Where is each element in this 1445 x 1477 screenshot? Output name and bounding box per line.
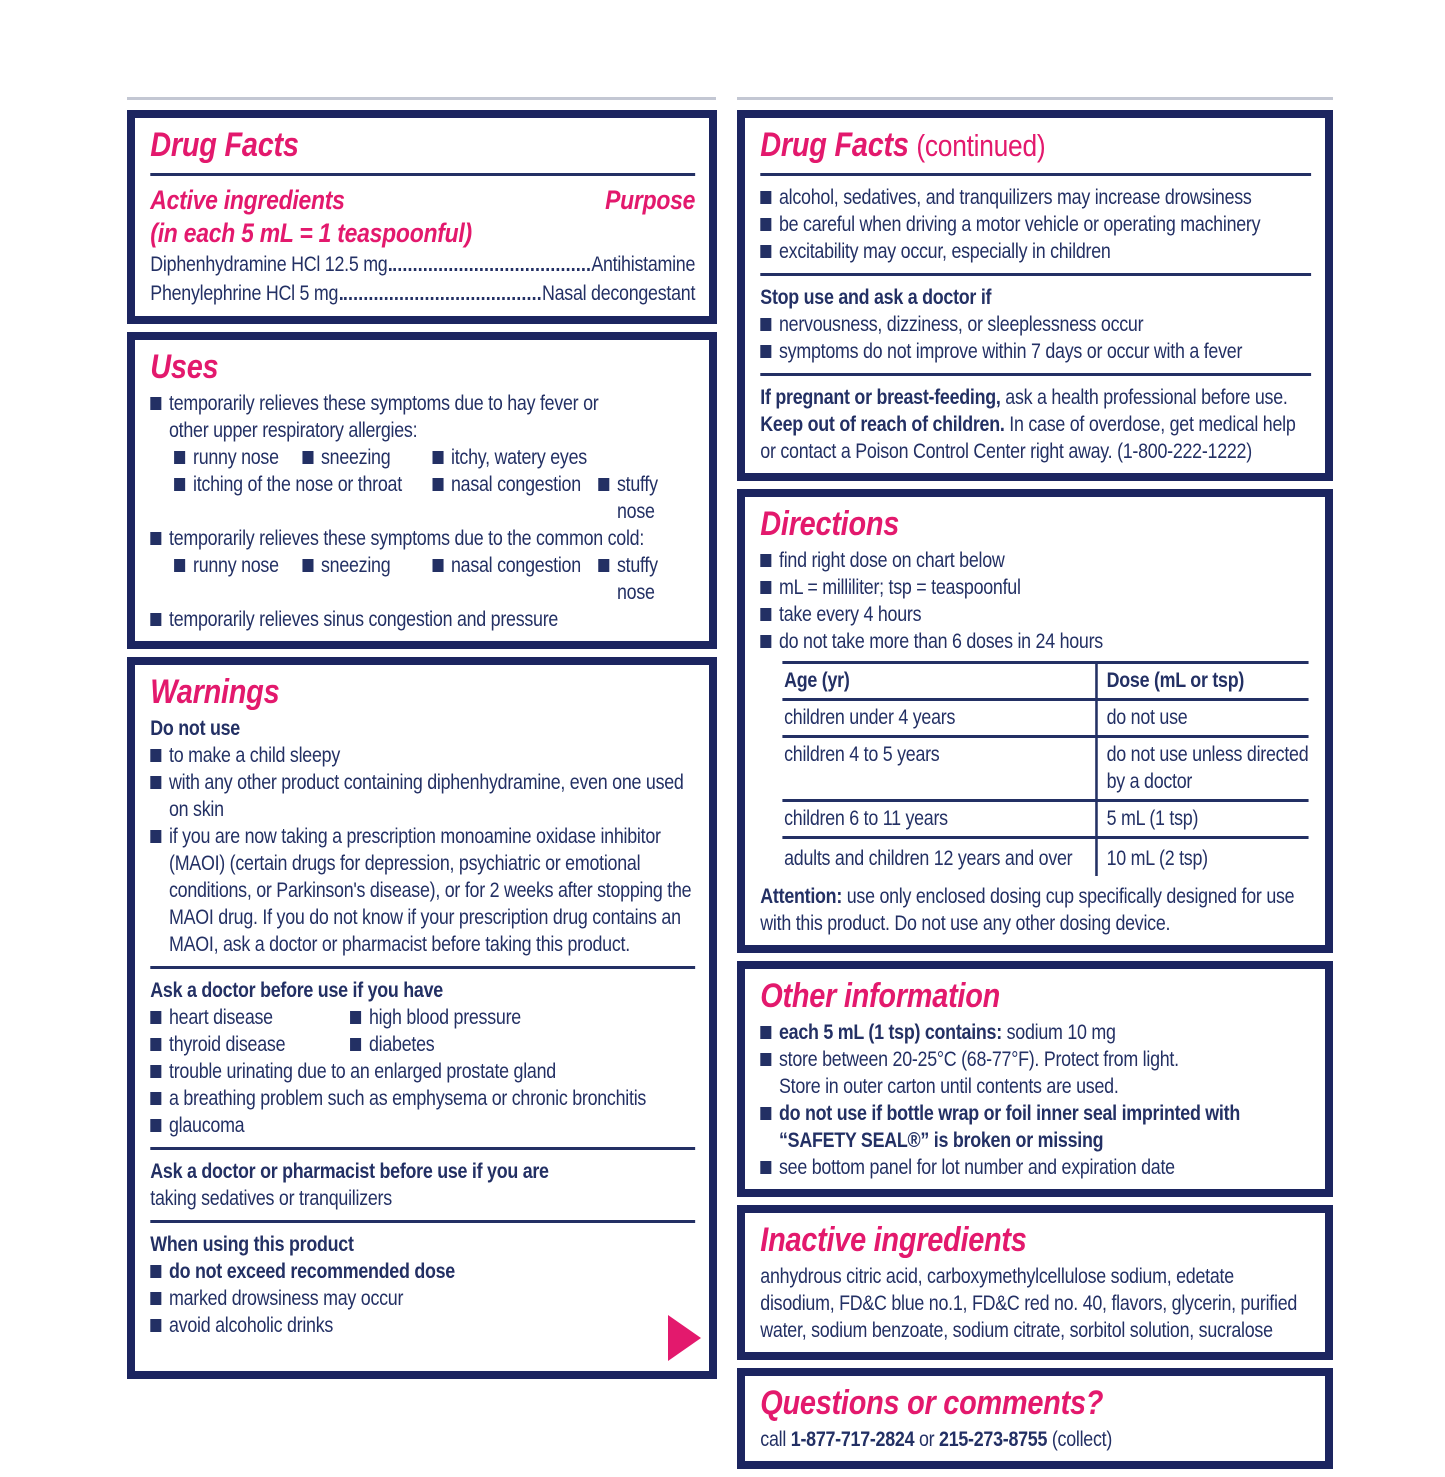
bullet-square-icon xyxy=(174,559,185,572)
paragraph xyxy=(760,883,1311,937)
bullet-item xyxy=(150,390,695,444)
bullet-item xyxy=(302,552,432,606)
bullet-item xyxy=(150,1031,350,1058)
bullet-text: stuffy nose xyxy=(616,473,658,524)
bullet-text: sneezing xyxy=(320,446,391,470)
bullet-square-icon xyxy=(760,218,771,231)
bullet-item xyxy=(760,547,1311,574)
bullet-text: high blood pressure xyxy=(368,1006,521,1030)
bullet-text xyxy=(169,1058,695,1085)
panel-other-information xyxy=(737,961,1333,1197)
table-cell: do not use unless directed by a doctor xyxy=(1106,743,1309,794)
bullet-item xyxy=(760,338,1311,365)
bullet-text: heart disease xyxy=(169,1006,273,1030)
text-segment: Store in outer carton until contents are used. xyxy=(779,1075,1119,1099)
text-segment: see bottom panel for lot number and expiration date xyxy=(779,1156,1175,1180)
bullet-text xyxy=(169,823,695,958)
section-title xyxy=(760,126,1311,165)
paragraph xyxy=(760,384,1311,465)
bullet-text xyxy=(779,311,1311,338)
text-segment: a breathing problem such as emphysema or chronic bronchitis xyxy=(169,1087,647,1111)
bullet-square-icon xyxy=(432,451,443,464)
text-segment: trouble urinating due to an enlarged prostate gland xyxy=(169,1060,556,1084)
bullet-text xyxy=(169,1085,695,1112)
panel-uses-content xyxy=(135,340,709,641)
section-title-text: Drug Facts xyxy=(760,126,909,164)
bullet-item xyxy=(432,444,695,471)
text-segment: find right dose on chart below xyxy=(779,549,1005,573)
table-cell: do not use xyxy=(1106,706,1188,730)
text-segment: 1-877-717-2824 xyxy=(790,1428,915,1452)
table-row xyxy=(782,738,1308,802)
bullet-text xyxy=(169,1312,695,1339)
section-title xyxy=(150,673,695,712)
bullet-text xyxy=(779,1100,1311,1154)
bullet-item xyxy=(760,1046,1311,1100)
bullet-item xyxy=(432,471,598,525)
bullet-text xyxy=(779,547,1311,574)
panel-drug-facts-continued xyxy=(737,110,1333,481)
divider-rule xyxy=(150,173,695,176)
bullet-item xyxy=(760,601,1311,628)
bullet-text xyxy=(779,338,1311,365)
panel-drug-facts xyxy=(127,110,717,324)
bullet-square-icon xyxy=(150,1011,161,1024)
divider-rule xyxy=(760,173,1311,176)
section-title-text: Directions xyxy=(760,505,900,544)
active-ingredients-purpose-row xyxy=(150,184,695,217)
bullet-text xyxy=(169,1285,695,1312)
table-cell: children 4 to 5 years xyxy=(782,738,1098,799)
text-segment: or contact a Poison Control Center right away. (1-800-222-1222) xyxy=(760,440,1252,464)
text-segment: Stop use and ask a doctor if xyxy=(760,286,992,310)
dose-table xyxy=(782,661,1308,876)
paragraph xyxy=(150,1158,695,1185)
dot-leader xyxy=(340,297,540,300)
bullet-square-icon xyxy=(302,451,313,464)
bullet-square-icon xyxy=(760,1107,771,1120)
dosage-basis-label: (in each 5 mL = 1 teaspoonful) xyxy=(150,218,472,249)
bullet-square-icon xyxy=(150,1119,161,1132)
bullet-item xyxy=(760,311,1311,338)
bullet-text: diabetes xyxy=(368,1033,435,1057)
bullet-item xyxy=(760,238,1311,265)
text-segment: temporarily relieves these symptoms due to the common cold: xyxy=(169,527,645,551)
text-segment: temporarily relieves sinus congestion and pressure xyxy=(169,608,559,632)
section-title-text: Uses xyxy=(150,348,219,387)
bullet-square-icon xyxy=(302,559,313,572)
panel-directions xyxy=(737,489,1333,953)
text-segment: 215-273-8755 xyxy=(939,1428,1048,1452)
right-column xyxy=(737,110,1333,1477)
bullet-item xyxy=(150,606,695,633)
bullet-item xyxy=(598,471,695,525)
bullet-square-icon xyxy=(150,397,161,410)
divider-rule xyxy=(150,1220,695,1223)
bullet-text xyxy=(779,574,1311,601)
section-title-text: Inactive ingredients xyxy=(760,1221,1027,1260)
text-segment: to make a child sleepy xyxy=(169,744,341,768)
paragraph xyxy=(760,284,1311,311)
bullet-square-icon xyxy=(760,318,771,331)
section-title xyxy=(760,1384,1311,1423)
text-segment: avoid alcoholic drinks xyxy=(169,1314,334,1338)
bullet-item xyxy=(150,1085,695,1112)
panel-inactive-ingredients-content xyxy=(745,1213,1325,1352)
panel-warnings xyxy=(127,657,717,1379)
bullet-square-icon xyxy=(150,532,161,545)
bullet-row xyxy=(174,552,695,606)
section-title xyxy=(150,126,695,165)
text-segment: temporarily relieves these symptoms due to hay fever or xyxy=(169,392,599,416)
bullet-square-icon xyxy=(760,245,771,258)
text-segment: alcohol, sedatives, and tranquilizers may increase drowsiness xyxy=(779,186,1252,210)
panel-questions-or-comments xyxy=(737,1368,1333,1469)
dot-leader xyxy=(389,268,589,271)
bullet-text xyxy=(169,1112,695,1139)
bullet-item xyxy=(150,1285,695,1312)
bullet-square-icon xyxy=(150,1065,161,1078)
panel-warnings-content xyxy=(135,665,709,1347)
bullet-item xyxy=(174,444,302,471)
table-row xyxy=(782,802,1308,839)
panel-uses xyxy=(127,332,717,649)
table-cell: children 6 to 11 years xyxy=(782,802,1098,836)
bullet-text xyxy=(169,769,695,823)
paragraph xyxy=(760,1263,1311,1344)
continue-arrow-icon xyxy=(668,1315,701,1361)
panel-drug-facts-continued-content xyxy=(745,118,1325,473)
bullet-square-icon xyxy=(598,559,609,572)
divider-rule xyxy=(760,273,1311,276)
bullet-text: nasal congestion xyxy=(450,473,581,497)
paragraph xyxy=(150,1231,695,1258)
bullet-square-icon xyxy=(760,191,771,204)
text-segment: do not use if bottle wrap or foil inner seal imprinted with xyxy=(779,1102,1240,1126)
bullet-text: sneezing xyxy=(320,554,391,578)
text-segment: call xyxy=(760,1428,791,1452)
bullet-square-icon xyxy=(150,1265,161,1278)
text-segment: glaucoma xyxy=(169,1114,245,1138)
text-segment: Attention: xyxy=(760,885,843,909)
bullet-text: thyroid disease xyxy=(169,1033,286,1057)
bullet-text: nasal congestion xyxy=(450,554,581,578)
section-title-suffix: (continued) xyxy=(916,128,1046,163)
text-segment: nervousness, dizziness, or sleeplessness occur xyxy=(779,313,1144,337)
paragraph xyxy=(150,977,695,1004)
bullet-text xyxy=(169,1258,695,1285)
text-segment: sodium 10 mg xyxy=(1001,1021,1116,1045)
bullet-square-icon xyxy=(150,613,161,626)
text-segment: if you are now taking a prescription monoamine oxidase inhibitor (MAOI) (certain drugs for depression, psychiatric or emotional conditions, or Parkinson's disease), or for 2 weeks after stopping the MAOI drug. If you do not know if your prescription drug contains an MAOI, ask a doctor or pharmacist before taking this product. xyxy=(169,825,692,957)
section-title-text: Drug Facts xyxy=(150,126,299,164)
text-segment: Ask a doctor or pharmacist before use if you are xyxy=(150,1160,549,1184)
label-edge-line xyxy=(737,97,1333,100)
bullet-square-icon xyxy=(760,1161,771,1174)
active-ingredients-label: Active ingredients xyxy=(150,185,345,216)
table-row xyxy=(782,701,1308,738)
bullet-item xyxy=(760,1100,1311,1154)
bullet-text xyxy=(779,601,1311,628)
bullet-text xyxy=(169,606,695,633)
text-segment: store between 20-25°C (68-77°F). Protect from light. xyxy=(779,1048,1179,1072)
text-segment: ask a health professional before use. xyxy=(1000,386,1288,410)
paragraph xyxy=(150,715,695,742)
bullet-text xyxy=(169,525,695,552)
bullet-text xyxy=(779,211,1311,238)
bullet-square-icon xyxy=(598,478,609,491)
divider-rule xyxy=(150,966,695,969)
bullet-item xyxy=(150,1058,695,1085)
table-cell: 5 mL (1 tsp) xyxy=(1106,807,1199,831)
ingredient-purpose: Antihistamine xyxy=(591,253,696,277)
section-title-text: Warnings xyxy=(150,673,280,712)
bullet-square-icon xyxy=(760,554,771,567)
text-segment: (collect) xyxy=(1047,1428,1113,1452)
paragraph xyxy=(150,1185,695,1212)
bullet-item xyxy=(150,823,695,958)
bullet-item xyxy=(150,525,695,552)
bullet-item xyxy=(760,1019,1311,1046)
paragraph xyxy=(760,1426,1311,1453)
text-segment: mL = milliliter; tsp = teaspoonful xyxy=(779,576,1021,600)
bullet-text: itching of the nose or throat xyxy=(192,473,402,497)
bullet-text: stuffy nose xyxy=(616,554,658,605)
bullet-item xyxy=(174,471,432,525)
panel-drug-facts-content xyxy=(135,118,709,316)
bullet-text xyxy=(779,628,1311,655)
text-segment: do not exceed recommended dose xyxy=(169,1260,455,1284)
text-segment: symptoms do not improve within 7 days or occur with a fever xyxy=(779,340,1243,364)
text-segment: take every 4 hours xyxy=(779,603,922,627)
text-segment: Ask a doctor before use if you have xyxy=(150,979,443,1003)
bullet-square-icon xyxy=(150,1092,161,1105)
bullet-square-icon xyxy=(432,559,443,572)
bullet-square-icon xyxy=(350,1038,361,1051)
text-segment: use only enclosed dosing cup specifically designed for use with this product. Do not use any other dosing device. xyxy=(760,885,1295,936)
section-title xyxy=(760,1221,1311,1260)
bullet-item xyxy=(150,1258,695,1285)
text-segment: If pregnant or breast-feeding, xyxy=(760,386,1001,410)
text-segment: or xyxy=(914,1428,940,1452)
bullet-text xyxy=(169,742,695,769)
bullet-square-icon xyxy=(150,830,161,843)
bullet-item xyxy=(760,211,1311,238)
text-segment: In case of overdose, get medical help xyxy=(1004,413,1296,437)
section-title xyxy=(760,977,1311,1016)
table-cell: children under 4 years xyxy=(782,701,1098,735)
section-title-text: Other information xyxy=(760,977,1001,1016)
bullet-text xyxy=(779,1154,1311,1181)
divider-rule xyxy=(150,1147,695,1150)
bullet-item xyxy=(350,1004,695,1031)
bullet-square-icon xyxy=(760,635,771,648)
text-segment: marked drowsiness may occur xyxy=(169,1287,404,1311)
bullet-square-icon xyxy=(760,1026,771,1039)
bullet-item xyxy=(760,1154,1311,1181)
bullet-row xyxy=(150,1004,695,1031)
bullet-row xyxy=(174,471,695,525)
bullet-item xyxy=(302,444,432,471)
divider-rule xyxy=(760,373,1311,376)
bullet-square-icon xyxy=(760,1053,771,1066)
bullet-square-icon xyxy=(174,478,185,491)
bullet-square-icon xyxy=(150,1038,161,1051)
bullet-item xyxy=(150,742,695,769)
bullet-text xyxy=(779,184,1311,211)
bullet-item xyxy=(174,552,302,606)
bullet-item xyxy=(150,769,695,823)
bullet-item xyxy=(350,1031,695,1058)
bullet-square-icon xyxy=(150,749,161,762)
panel-questions-or-comments-content xyxy=(745,1376,1325,1461)
bullet-square-icon xyxy=(760,581,771,594)
bullet-item xyxy=(150,1312,695,1339)
text-segment: with any other product containing diphenhydramine, even one used on skin xyxy=(169,771,684,822)
bullet-item xyxy=(432,552,598,606)
text-segment: “SAFETY SEAL®” is broken or missing xyxy=(779,1129,1104,1153)
ingredient-purpose: Nasal decongestant xyxy=(541,282,696,306)
bullet-square-icon xyxy=(150,776,161,789)
text-segment: excitability may occur, especially in children xyxy=(779,240,1111,264)
bullet-square-icon xyxy=(432,478,443,491)
text-segment: other upper respiratory allergies: xyxy=(169,419,418,443)
ingredient-name: Diphenhydramine HCl 12.5 mg xyxy=(150,253,388,277)
bullet-text xyxy=(779,1019,1311,1046)
panel-inactive-ingredients xyxy=(737,1205,1333,1360)
table-row xyxy=(782,839,1308,876)
text-segment: be careful when driving a motor vehicle or operating machinery xyxy=(779,213,1261,237)
text-segment: When using this product xyxy=(150,1233,354,1257)
text-segment: Do not use xyxy=(150,717,240,741)
bullet-item xyxy=(598,552,695,606)
table-cell: adults and children 12 years and over xyxy=(782,839,1098,876)
text-segment: do not take more than 6 doses in 24 hours xyxy=(779,630,1103,654)
text-segment: taking sedatives or tranquilizers xyxy=(150,1187,392,1211)
bullet-item xyxy=(760,574,1311,601)
ingredient-row xyxy=(150,279,695,308)
text-segment: each 5 mL (1 tsp) contains: xyxy=(779,1021,1002,1045)
left-column xyxy=(127,110,717,1387)
section-title xyxy=(150,348,695,387)
bullet-square-icon xyxy=(150,1319,161,1332)
bullet-text: runny nose xyxy=(192,446,279,470)
bullet-square-icon xyxy=(760,345,771,358)
table-cell: 10 mL (2 tsp) xyxy=(1106,847,1208,871)
bullet-row xyxy=(150,1031,695,1058)
section-title xyxy=(760,505,1311,544)
section-title-text: Questions or comments? xyxy=(760,1384,1104,1423)
text-segment: Keep out of reach of children. xyxy=(760,413,1005,437)
table-header-cell: Dose (mL or tsp) xyxy=(1106,669,1245,693)
bullet-item xyxy=(760,184,1311,211)
dose-table-header-row xyxy=(782,664,1308,701)
bullet-square-icon xyxy=(760,608,771,621)
bullet-item xyxy=(150,1004,350,1031)
bullet-row xyxy=(174,444,695,471)
bullet-square-icon xyxy=(150,1292,161,1305)
table-header-cell: Age (yr) xyxy=(782,664,1098,698)
bullet-item xyxy=(150,1112,695,1139)
bullet-text xyxy=(779,238,1311,265)
purpose-label: Purpose xyxy=(605,185,696,216)
bullet-text xyxy=(779,1046,1311,1100)
bullet-text: runny nose xyxy=(192,554,279,578)
text-segment: anhydrous citric acid, carboxymethylcellulose sodium, edetate disodium, FD&C blue no.1, FD&C red no. 40, flavors, glycerin, purified water, sodium benzoate, sodium citrate, sorbitol solution, sucralose xyxy=(760,1265,1298,1343)
panel-directions-content xyxy=(745,497,1325,945)
bullet-square-icon xyxy=(174,451,185,464)
panel-other-information-content xyxy=(745,969,1325,1189)
bullet-item xyxy=(760,628,1311,655)
ingredient-name: Phenylephrine HCl 5 mg xyxy=(150,282,339,306)
ingredient-row xyxy=(150,250,695,279)
bullet-square-icon xyxy=(350,1011,361,1024)
bullet-text xyxy=(169,390,695,444)
label-edge-line xyxy=(127,97,716,100)
bullet-text: itchy, watery eyes xyxy=(450,446,587,470)
